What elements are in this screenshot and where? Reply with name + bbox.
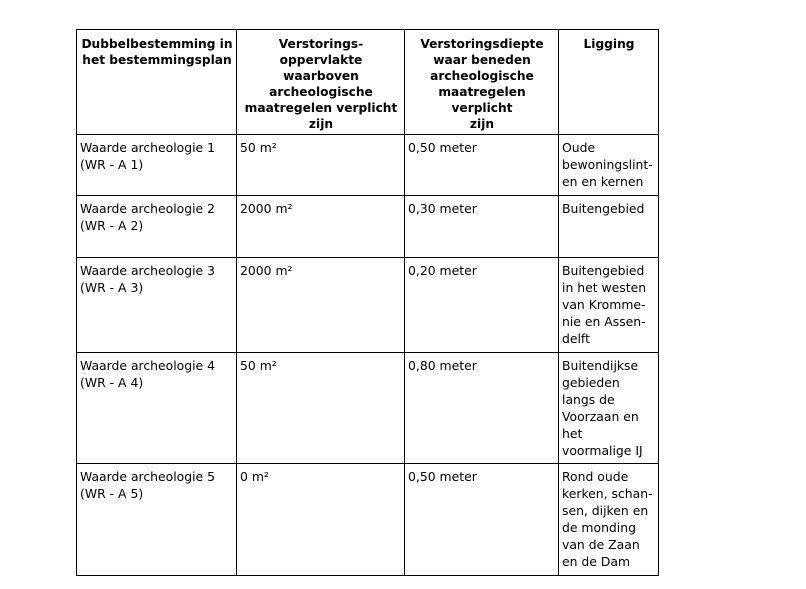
header-dubbelbestemming: Dubbelbestemming in het bestemmingsplan [77, 30, 237, 135]
header-ligging: Ligging [559, 30, 659, 135]
table-row [77, 258, 659, 353]
cell-diepte: 0,30 meter [405, 196, 559, 258]
cell-bestemming: Waarde archeologie 2 (WR - A 2) [77, 196, 237, 258]
cell-diepte: 0,50 meter [405, 135, 559, 196]
cell-oppervlakte: 0 m² [237, 464, 405, 576]
cell-bestemming: Waarde archeologie 4 (WR - A 4) [77, 353, 237, 464]
cell-ligging: Buitendijkse gebieden langs de Voorzaan en het voormalige IJ [559, 353, 659, 464]
table-row [77, 135, 659, 196]
cell-diepte: 0,50 meter [405, 464, 559, 576]
header-verstoringsoppervlakte: Verstorings- oppervlakte waarboven archeologische maatregelen verplicht zijn [237, 30, 405, 135]
table-row [77, 353, 659, 464]
header-verstoringsdiepte: Verstoringsdiepte waar beneden archeologische maatregelen verplicht zijn [405, 30, 559, 135]
cell-diepte: 0,80 meter [405, 353, 559, 464]
cell-ligging: Oude bewoningslint- en en kernen [559, 135, 659, 196]
table-row [77, 464, 659, 576]
cell-oppervlakte: 2000 m² [237, 196, 405, 258]
table-header-row [77, 30, 659, 135]
cell-oppervlakte: 50 m² [237, 135, 405, 196]
cell-ligging: Rond oude kerken, schan- sen, dijken en de monding van de Zaan en de Dam [559, 464, 659, 576]
cell-oppervlakte: 2000 m² [237, 258, 405, 353]
cell-ligging: Buitengebied [559, 196, 659, 258]
cell-bestemming: Waarde archeologie 3 (WR - A 3) [77, 258, 237, 353]
cell-oppervlakte: 50 m² [237, 353, 405, 464]
cell-diepte: 0,20 meter [405, 258, 559, 353]
cell-bestemming: Waarde archeologie 5 (WR - A 5) [77, 464, 237, 576]
cell-bestemming: Waarde archeologie 1 (WR - A 1) [77, 135, 237, 196]
archeology-table [76, 29, 659, 576]
cell-ligging: Buitengebied in het westen van Kromme- nie en Assen- delft [559, 258, 659, 353]
table-row [77, 196, 659, 258]
